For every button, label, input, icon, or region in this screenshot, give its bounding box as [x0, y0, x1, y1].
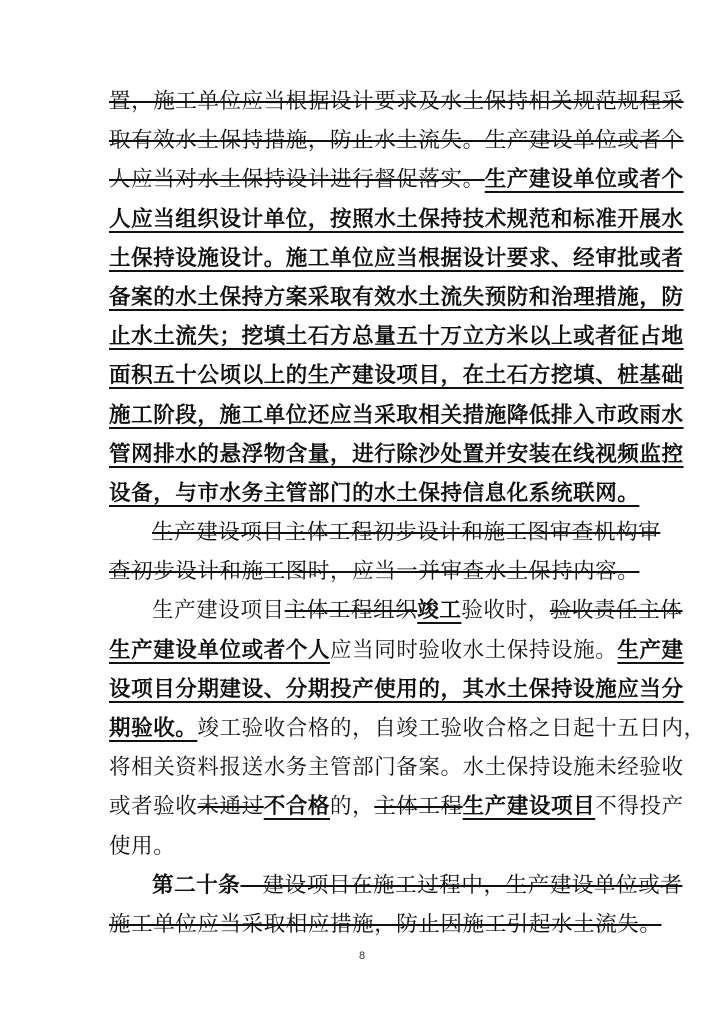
page-number: 8 [358, 950, 366, 962]
inserted-text: 人应当组织设计单位，按照水土保持技术规范和标准开展水 [109, 206, 684, 232]
inserted-text: 土保持设施设计。施工单位应当根据设计要求、经审批或者 [109, 245, 684, 271]
deleted-text: 人应当对水土保持设计进行督促落实。 [109, 167, 485, 193]
inserted-text: 生产建设单位或者个 [484, 167, 684, 193]
deleted-text: 施工单位应当采取相应措施，防止因施工引起水土流失。 [109, 911, 662, 937]
text-line [109, 591, 683, 630]
body-text: 应当同时验收水土保持设施。 [330, 637, 618, 663]
inserted-text: 管网排水的悬浮物含量，进行除沙处置并安装在线视频监控 [109, 441, 684, 467]
deleted-text: 验收责任主体 [549, 598, 683, 624]
inserted-text: 期验收。 [109, 716, 198, 741]
deleted-text: 查初步设计和施工图时，应当一并审查水土保持内容。 [109, 559, 640, 585]
text-line [109, 160, 684, 199]
body-text: 验收时， [461, 598, 550, 624]
inserted-text: 设备，与市水务主管部门的水土保持信息化系统联网。 [109, 480, 640, 506]
inserted-text: 施工阶段，施工单位还应当采取相关措施降低排入市政雨水 [109, 402, 684, 428]
text-line [109, 239, 684, 278]
inserted-text: 生产建设单位或者个人 [109, 637, 331, 663]
text-line [109, 121, 684, 160]
text-line [109, 631, 684, 670]
text-line [109, 905, 662, 944]
body-text: 第二十条 [152, 872, 241, 898]
deleted-text: 置，施工单位应当根据设计要求及水土保持相关规范规程采 [109, 89, 684, 114]
inserted-text: 生产建 [617, 637, 684, 663]
text-line [109, 82, 684, 121]
inserted-text: 备案的水土保持方案采取有效水土流失预防和治理措施，防 [109, 284, 684, 310]
body-text: 不得投产 [595, 794, 684, 820]
inserted-text: 竣工 [417, 598, 462, 624]
text-line [109, 435, 684, 474]
deleted-text: 建设项目在施工过程中，生产建设单位或者 [240, 872, 683, 898]
text-line [109, 787, 684, 826]
body-text: 使用。 [109, 833, 176, 859]
text-line [109, 866, 683, 905]
text-line [109, 513, 661, 552]
text-line [109, 200, 684, 239]
body-text: 的， [330, 794, 375, 820]
text-line [109, 552, 640, 591]
text-line [109, 278, 684, 317]
text-line [109, 396, 684, 435]
text-line [109, 670, 684, 709]
deleted-text: 未通过 [197, 794, 264, 820]
body-text: 生产建设项目 [152, 598, 285, 624]
body-text: 竣工验收合格的，自竣工验收合格之日起十五日内， [197, 716, 706, 741]
deleted-text: 主体工程 [374, 794, 463, 820]
inserted-text: 止水土流失；挖填土石方总量五十万立方米以上或者征占地 [109, 324, 684, 350]
regulation-text [109, 82, 706, 944]
text-line [109, 317, 684, 356]
text-line [109, 356, 684, 395]
inserted-text: 设项目分期建设、分期投产使用的，其水土保持设施应当分 [109, 676, 684, 702]
text-line [109, 748, 684, 787]
text-line [109, 474, 640, 513]
text-line [109, 827, 622, 866]
deleted-text: 取有效水土保持措施，防止水土流失。生产建设单位或者个 [109, 128, 684, 154]
text-line [109, 709, 706, 748]
deleted-text: 生产建设项目主体工程初步设计和施工图审查机构审 [152, 520, 661, 546]
body-text: 或者验收 [109, 794, 198, 820]
deleted-text: 主体工程组织 [284, 598, 418, 624]
inserted-text: 生产建设项目 [462, 794, 596, 820]
inserted-text: 不合格 [263, 794, 331, 820]
inserted-text: 面积五十公顷以上的生产建设项目，在土石方挖填、桩基础 [109, 363, 684, 389]
body-text: 将相关资料报送水务主管部门备案。水土保持设施未经验收 [109, 755, 684, 781]
